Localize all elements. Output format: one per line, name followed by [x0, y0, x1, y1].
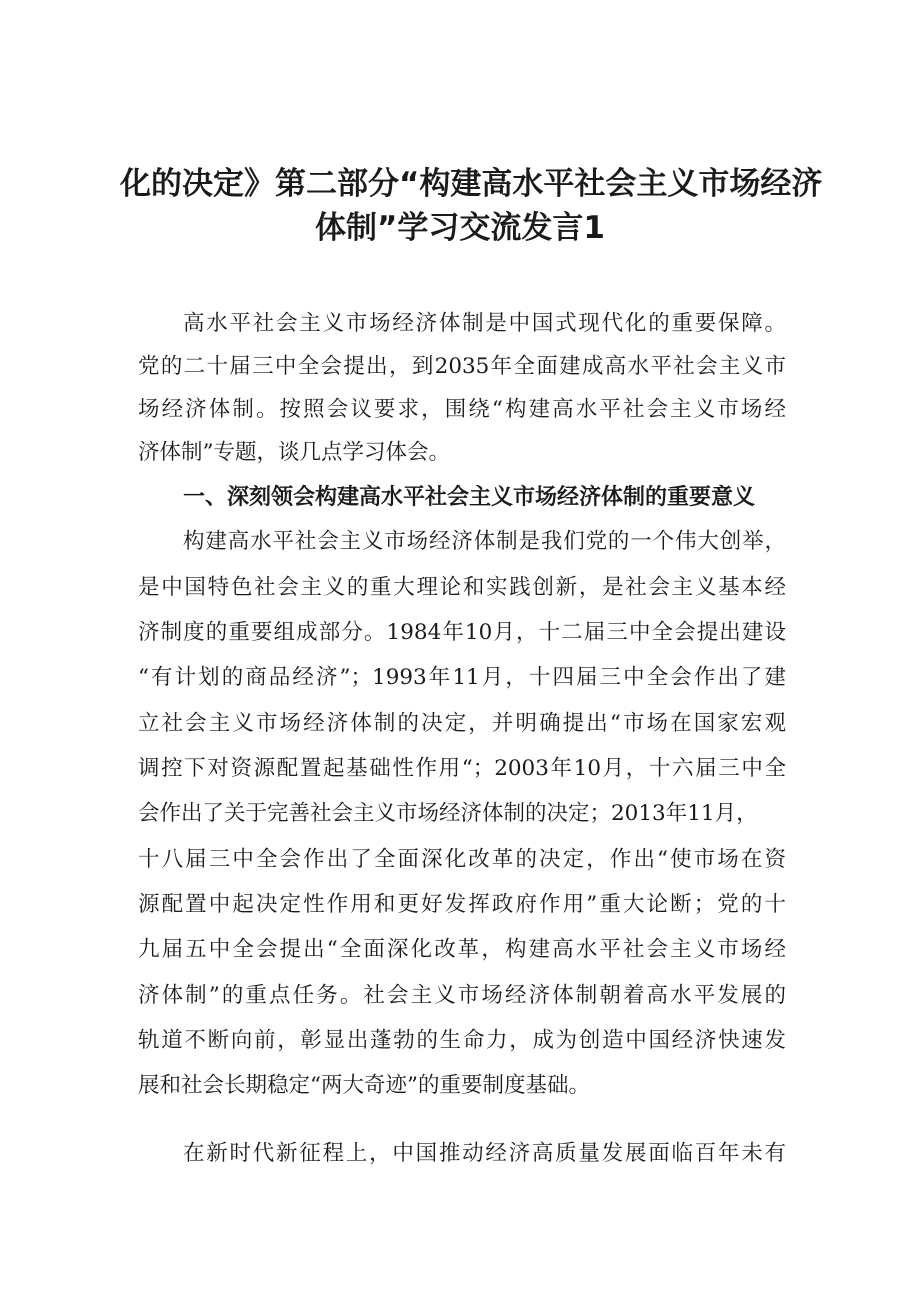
body-line: 济体制”的重点任务。社会主义市场经济体制朝着高水平发展的	[138, 983, 786, 1008]
body-line: 是中国特色社会主义的重大理论和实践创新，是社会主义基本经	[138, 575, 786, 600]
body-line: 调控下对资源配置起基础性作用“；2003年10月，十六届三中全	[138, 756, 786, 781]
body-line: 在新时代新征程上，中国推动经济高质量发展面临百年未有	[183, 1141, 786, 1166]
body-line: 轨道不断向前，彰显出蓬勃的生命力，成为创造中国经济快速发	[138, 1028, 786, 1053]
body-line: 源配置中起决定性作用和更好发挥政府作用”重大论断；党的十	[138, 892, 786, 917]
section-heading: 一、深刻领会构建高水平社会主义市场经济体制的重要意义	[183, 485, 756, 510]
body-line: “有计划的商品经济”；1993年11月，十四届三中全会作出了建	[138, 665, 786, 690]
body-line: 济制度的重要组成部分。1984年10月，十二届三中全会提出建设	[138, 620, 786, 645]
intro-line: 济体制”专题，谈几点学习体会。	[138, 440, 450, 465]
body-line: 立社会主义市场经济体制的决定，并明确提出“市场在国家宏观	[138, 711, 786, 736]
body-line: 展和社会长期稳定“两大奇迹”的重要制度基础。	[138, 1073, 590, 1098]
body-line: 十八届三中全会作出了全面深化改革的决定，作出“使市场在资	[138, 847, 786, 872]
document-title-line-1: 化的决定》第二部分“构建高水平社会主义市场经济	[120, 166, 823, 202]
intro-line: 高水平社会主义市场经济体制是中国式现代化的重要保障。	[183, 311, 786, 336]
body-line: 构建高水平社会主义市场经济体制是我们党的一个伟大创举，	[183, 529, 786, 554]
intro-line: 党的二十届三中全会提出，到2035年全面建成高水平社会主义市	[138, 354, 786, 379]
intro-line: 场经济体制。按照会议要求，围绕“构建高水平社会主义市场经	[138, 397, 786, 422]
body-line: 九届五中全会提出“全面深化改革，构建高水平社会主义市场经	[138, 937, 786, 962]
document-title-line-2: 体制”学习交流发言1	[315, 210, 605, 246]
body-line: 会作出了关于完善社会主义市场经济体制的决定；2013年11月，	[138, 801, 758, 826]
